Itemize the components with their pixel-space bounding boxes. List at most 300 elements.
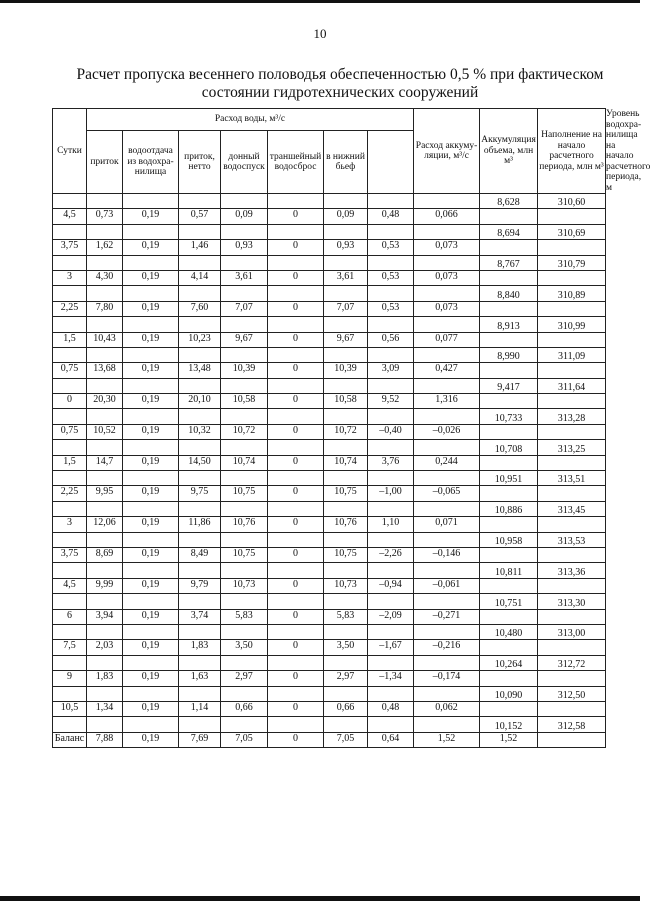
- level-cell: 312,58: [538, 717, 606, 732]
- bottom-cell: 10,75: [221, 547, 268, 562]
- empty-cell: [268, 194, 324, 209]
- table-row: [53, 547, 606, 562]
- empty-cell: [53, 255, 87, 270]
- empty-cell: [368, 286, 414, 301]
- accum-vol-cell: –0,065: [414, 486, 480, 501]
- table-row: [53, 624, 606, 639]
- accum-vol-cell: 0,066: [414, 209, 480, 224]
- inflow-cell: 7,80: [87, 301, 123, 316]
- trench-cell: 0: [268, 609, 324, 624]
- accum-flow-cell: 9,52: [368, 394, 414, 409]
- level-cell: 313,30: [538, 594, 606, 609]
- empty-cell: [87, 378, 123, 393]
- withdrawal-cell: 0,19: [123, 301, 179, 316]
- page-number: 10: [313, 26, 327, 41]
- empty-cell: [87, 471, 123, 486]
- empty-cell: [538, 609, 606, 624]
- table-row: [53, 517, 606, 532]
- net-cell: 13,48: [179, 363, 221, 378]
- empty-cell: [480, 517, 538, 532]
- empty-cell: [268, 224, 324, 239]
- filling-cell: 10,751: [480, 594, 538, 609]
- empty-cell: [414, 378, 480, 393]
- empty-cell: [538, 701, 606, 716]
- inflow-cell: 12,06: [87, 517, 123, 532]
- empty-cell: [538, 240, 606, 255]
- level-cell: 312,72: [538, 655, 606, 670]
- filling-cell: 10,951: [480, 471, 538, 486]
- tail-cell: 10,72: [324, 424, 368, 439]
- empty-cell: [221, 594, 268, 609]
- empty-cell: [179, 440, 221, 455]
- inflow-cell: 0,73: [87, 209, 123, 224]
- accum-vol-cell: 1,316: [414, 394, 480, 409]
- empty-cell: [87, 501, 123, 516]
- empty-cell: [414, 347, 480, 362]
- level-cell: 313,51: [538, 471, 606, 486]
- bottom-cell: 3,50: [221, 640, 268, 655]
- level-cell: 310,79: [538, 255, 606, 270]
- accum-vol-cell: 1,52: [414, 732, 480, 747]
- empty-cell: [268, 717, 324, 732]
- empty-cell: [123, 501, 179, 516]
- empty-cell: [179, 286, 221, 301]
- net-cell: 20,10: [179, 394, 221, 409]
- empty-cell: [368, 563, 414, 578]
- empty-cell: [179, 501, 221, 516]
- empty-cell: [414, 655, 480, 670]
- empty-cell: [324, 440, 368, 455]
- empty-cell: [179, 532, 221, 547]
- empty-cell: [480, 578, 538, 593]
- inflow-cell: 7,88: [87, 732, 123, 747]
- trench-cell: 0: [268, 209, 324, 224]
- withdrawal-cell: 0,19: [123, 517, 179, 532]
- level-cell: 313,36: [538, 563, 606, 578]
- empty-cell: [324, 409, 368, 424]
- inflow-cell: 13,68: [87, 363, 123, 378]
- day-cell: 10,5: [53, 701, 87, 716]
- table-body: [53, 194, 606, 748]
- net-cell: 9,75: [179, 486, 221, 501]
- empty-cell: [123, 717, 179, 732]
- empty-cell: [221, 317, 268, 332]
- inflow-cell: 8,69: [87, 547, 123, 562]
- header-filling: Наполнение на начало расчетного периода, млн м³: [538, 109, 606, 194]
- empty-cell: [324, 501, 368, 516]
- empty-cell: [179, 624, 221, 639]
- bottom-cell: 10,58: [221, 394, 268, 409]
- inflow-cell: 2,03: [87, 640, 123, 655]
- withdrawal-cell: 0,19: [123, 701, 179, 716]
- empty-cell: [268, 317, 324, 332]
- header-bottom-outlet: донный водоспуск: [221, 131, 268, 194]
- empty-cell: [480, 486, 538, 501]
- accum-vol-cell: 0,073: [414, 240, 480, 255]
- trench-cell: 0: [268, 547, 324, 562]
- accum-flow-cell: –2,26: [368, 547, 414, 562]
- filling-cell: 8,840: [480, 286, 538, 301]
- inflow-cell: 20,30: [87, 394, 123, 409]
- empty-cell: [221, 194, 268, 209]
- accum-vol-cell: 0,073: [414, 270, 480, 285]
- inflow-cell: 14,7: [87, 455, 123, 470]
- trench-cell: 0: [268, 486, 324, 501]
- table-row: [53, 471, 606, 486]
- empty-cell: [414, 440, 480, 455]
- empty-cell: [324, 594, 368, 609]
- table-row: [53, 717, 606, 732]
- accum-flow-cell: –1,00: [368, 486, 414, 501]
- tail-cell: 0,66: [324, 701, 368, 716]
- header-flow-group: Расход воды, м³/с: [87, 109, 414, 131]
- empty-cell: [123, 440, 179, 455]
- level-cell: 313,45: [538, 501, 606, 516]
- accum-flow-cell: 3,09: [368, 363, 414, 378]
- empty-cell: [179, 563, 221, 578]
- empty-cell: [221, 347, 268, 362]
- table-row: [53, 270, 606, 285]
- empty-cell: [87, 532, 123, 547]
- tail-cell: 10,39: [324, 363, 368, 378]
- empty-cell: [324, 686, 368, 701]
- empty-cell: [538, 455, 606, 470]
- empty-cell: [221, 686, 268, 701]
- net-cell: 10,32: [179, 424, 221, 439]
- day-cell: 3,75: [53, 547, 87, 562]
- trench-cell: 0: [268, 394, 324, 409]
- level-cell: 313,25: [538, 440, 606, 455]
- empty-cell: [368, 686, 414, 701]
- empty-cell: [480, 301, 538, 316]
- empty-cell: [268, 532, 324, 547]
- accum-flow-cell: –2,09: [368, 609, 414, 624]
- tail-cell: 3,61: [324, 270, 368, 285]
- bottom-cell: 9,67: [221, 332, 268, 347]
- empty-cell: [324, 317, 368, 332]
- empty-cell: [87, 440, 123, 455]
- net-cell: 3,74: [179, 609, 221, 624]
- inflow-cell: 9,95: [87, 486, 123, 501]
- accum-vol-cell: 0,427: [414, 363, 480, 378]
- empty-cell: [221, 224, 268, 239]
- empty-cell: [480, 609, 538, 624]
- empty-cell: [368, 501, 414, 516]
- inflow-cell: 1,62: [87, 240, 123, 255]
- table-row: [53, 640, 606, 655]
- empty-cell: [268, 563, 324, 578]
- inflow-cell: 3,94: [87, 609, 123, 624]
- empty-cell: [480, 424, 538, 439]
- empty-cell: [324, 471, 368, 486]
- empty-cell: [221, 409, 268, 424]
- withdrawal-cell: 0,19: [123, 486, 179, 501]
- empty-cell: [53, 194, 87, 209]
- empty-cell: [221, 440, 268, 455]
- table-row: [53, 686, 606, 701]
- empty-cell: [324, 286, 368, 301]
- accum-vol-cell: –0,271: [414, 609, 480, 624]
- net-cell: 8,49: [179, 547, 221, 562]
- net-cell: 1,83: [179, 640, 221, 655]
- level-cell: 313,00: [538, 624, 606, 639]
- table-row: [53, 655, 606, 670]
- trench-cell: 0: [268, 732, 324, 747]
- scan-top-edge: [0, 0, 640, 3]
- day-cell: 3,75: [53, 240, 87, 255]
- empty-cell: [414, 501, 480, 516]
- table-row: [53, 378, 606, 393]
- bottom-cell: 10,75: [221, 486, 268, 501]
- empty-cell: [324, 655, 368, 670]
- empty-cell: [53, 655, 87, 670]
- empty-cell: [538, 547, 606, 562]
- empty-cell: [179, 686, 221, 701]
- empty-cell: [538, 517, 606, 532]
- empty-cell: [414, 594, 480, 609]
- empty-cell: [53, 501, 87, 516]
- table-row: [53, 224, 606, 239]
- empty-cell: [368, 409, 414, 424]
- empty-cell: [538, 486, 606, 501]
- trench-cell: 0: [268, 671, 324, 686]
- tail-cell: 0,09: [324, 209, 368, 224]
- empty-cell: [324, 563, 368, 578]
- empty-cell: [53, 440, 87, 455]
- trench-cell: 0: [268, 363, 324, 378]
- empty-cell: [368, 255, 414, 270]
- level-cell: 311,64: [538, 378, 606, 393]
- table-row: [53, 363, 606, 378]
- net-cell: 14,50: [179, 455, 221, 470]
- header-net-inflow: приток, нетто: [179, 131, 221, 194]
- bottom-cell: 0,09: [221, 209, 268, 224]
- empty-cell: [221, 717, 268, 732]
- day-cell: Баланс: [53, 732, 87, 747]
- empty-cell: [179, 378, 221, 393]
- empty-cell: [324, 717, 368, 732]
- table-row: [53, 532, 606, 547]
- empty-cell: [53, 317, 87, 332]
- table-row: [53, 301, 606, 316]
- empty-cell: [123, 378, 179, 393]
- trench-cell: 0: [268, 332, 324, 347]
- withdrawal-cell: 0,19: [123, 270, 179, 285]
- day-cell: 2,25: [53, 486, 87, 501]
- day-cell: 2,25: [53, 301, 87, 316]
- filling-cell: 10,958: [480, 532, 538, 547]
- filling-cell: 10,708: [480, 440, 538, 455]
- empty-cell: [53, 286, 87, 301]
- empty-cell: [221, 255, 268, 270]
- empty-cell: [123, 655, 179, 670]
- empty-cell: [123, 347, 179, 362]
- empty-cell: [414, 409, 480, 424]
- table-row: [53, 563, 606, 578]
- inflow-cell: 9,99: [87, 578, 123, 593]
- withdrawal-cell: 0,19: [123, 455, 179, 470]
- empty-cell: [53, 563, 87, 578]
- accum-flow-cell: 0,53: [368, 301, 414, 316]
- empty-cell: [221, 501, 268, 516]
- empty-cell: [368, 624, 414, 639]
- accum-flow-cell: 1,10: [368, 517, 414, 532]
- withdrawal-cell: 0,19: [123, 547, 179, 562]
- filling-cell: 1,52: [480, 732, 538, 747]
- bottom-cell: 7,05: [221, 732, 268, 747]
- filling-cell: 10,733: [480, 409, 538, 424]
- day-cell: 7,5: [53, 640, 87, 655]
- title-line-2: состоянии гидротехнических сооружений: [201, 84, 479, 101]
- empty-cell: [123, 286, 179, 301]
- level-cell: 310,89: [538, 286, 606, 301]
- empty-cell: [87, 286, 123, 301]
- accum-flow-cell: –1,67: [368, 640, 414, 655]
- empty-cell: [368, 194, 414, 209]
- table-row: [53, 501, 606, 516]
- empty-cell: [480, 394, 538, 409]
- empty-cell: [179, 347, 221, 362]
- inflow-cell: 10,52: [87, 424, 123, 439]
- empty-cell: [538, 671, 606, 686]
- page-title: [70, 66, 610, 102]
- day-cell: 1,5: [53, 455, 87, 470]
- empty-cell: [368, 378, 414, 393]
- header-withdrawal: водоотдача из водохра-нилища: [123, 131, 179, 194]
- net-cell: 1,46: [179, 240, 221, 255]
- empty-cell: [324, 532, 368, 547]
- empty-cell: [480, 363, 538, 378]
- filling-cell: 8,694: [480, 224, 538, 239]
- filling-cell: 10,480: [480, 624, 538, 639]
- withdrawal-cell: 0,19: [123, 332, 179, 347]
- trench-cell: 0: [268, 270, 324, 285]
- empty-cell: [324, 194, 368, 209]
- table-row: [53, 455, 606, 470]
- bottom-cell: 10,72: [221, 424, 268, 439]
- tail-cell: 10,75: [324, 486, 368, 501]
- inflow-cell: 4,30: [87, 270, 123, 285]
- accum-flow-cell: 0,48: [368, 701, 414, 716]
- empty-cell: [324, 347, 368, 362]
- trench-cell: 0: [268, 517, 324, 532]
- tail-cell: 10,74: [324, 455, 368, 470]
- tail-cell: 10,76: [324, 517, 368, 532]
- day-cell: 0,75: [53, 424, 87, 439]
- empty-cell: [179, 594, 221, 609]
- net-cell: 7,60: [179, 301, 221, 316]
- withdrawal-cell: 0,19: [123, 240, 179, 255]
- empty-cell: [53, 347, 87, 362]
- table-row: [53, 255, 606, 270]
- level-cell: 310,69: [538, 224, 606, 239]
- empty-cell: [480, 671, 538, 686]
- empty-cell: [480, 640, 538, 655]
- empty-cell: [179, 655, 221, 670]
- empty-cell: [324, 224, 368, 239]
- empty-cell: [221, 624, 268, 639]
- bottom-cell: 2,97: [221, 671, 268, 686]
- empty-cell: [414, 624, 480, 639]
- header-accum-volume: Аккумуляция объема, млн м³: [480, 109, 538, 194]
- empty-cell: [123, 532, 179, 547]
- net-cell: 7,69: [179, 732, 221, 747]
- inflow-cell: 10,43: [87, 332, 123, 347]
- empty-cell: [368, 224, 414, 239]
- day-cell: 0,75: [53, 363, 87, 378]
- empty-cell: [123, 624, 179, 639]
- level-cell: 310,60: [538, 194, 606, 209]
- accum-flow-cell: 0,48: [368, 209, 414, 224]
- table-row: [53, 317, 606, 332]
- empty-cell: [221, 563, 268, 578]
- withdrawal-cell: 0,19: [123, 671, 179, 686]
- table-row: [53, 578, 606, 593]
- bottom-cell: 0,93: [221, 240, 268, 255]
- empty-cell: [87, 224, 123, 239]
- empty-cell: [414, 471, 480, 486]
- flood-calculation-table: Сутки Расход воды, м³/с Расход аккуму-ляции, м³/с Аккумуляция объема, млн м³ Наполнение на начало расчетного периода, млн м³ Уровень водохра-нилища на начало расчетного периода, м приток водоотдача из водохра-нилища приток, нетто донный водоспуск траншейный водосброс в нижний бьеф 8,628 310,60 4,5 0,73 0,19 0,57 0,09 0 0,09 0,48 0,066 8,694 310,69 3,75 1,62 0,19 1,46 0,93 0 0,93 0,53 0,073 8,767 310,79 3 4,30 0,19 4,14 3,61 0 3,61 0,53 0,073 8,840 310,89 2,25 7,80 0,19 7,60 7,07 0 7,07 0,53 0,073 8,913 310,99 1,5 10,43 0,19 10,23 9,67 0 9,67 0,56 0,077 8,990 311,09 0,75 13,68 0,19 13,48 10,39 0 10,39 3,09 0,427 9,417 311,64 0 20,30 0,19 20,10 10,58 0 10,58 9,52 1,316 10,733 313,28 0,75 10,52 0,19 10,32 10,72 0 10,72 –0,40 –0,026 10,708 313,25 1,5 14,7 0,19 14,50 10,74 0 10,74 3,76 0,244 10,951 313,51 2,25 9,95 0,19 9,75 10,75 0 10,75 –1,00 –0,065 10,886 313,45 3 12,06 0,19 11,86 10,76 0 10,76 1,10 0,071 10,958 313,53 3,75 8,69 0,19 8,49 10,75 0 10,75 –2,26 –0,146 10,811 313,36 4,5 9,99 0,19 9,79 10,73 0 10,73 –0,94 –0,061 10,751 313,30 6 3,94 0,19 3,74 5,83 0 5,83 –2,09 –0,271 10,480 313,00 7,5 2,03 0,19 1,83 3,50 0 3,50 –1,67 –0,216 10,264 312,72 9 1,83 0,19 1,63 2,97 0 2,97 –1,34 –0,174 10,090 312,50 10,5 1,34 0,19 1,14 0,66 0 0,66 0,48 0,062 10,152 312,58 Баланс 7,88 0,19 7,69 7,05 0 7,05 0,64 1,52 1,52: [52, 108, 606, 748]
- day-cell: 1,5: [53, 332, 87, 347]
- empty-cell: [538, 301, 606, 316]
- net-cell: 11,86: [179, 517, 221, 532]
- withdrawal-cell: 0,19: [123, 609, 179, 624]
- empty-cell: [268, 624, 324, 639]
- level-cell: 310,99: [538, 317, 606, 332]
- accum-flow-cell: –0,94: [368, 578, 414, 593]
- net-cell: 0,57: [179, 209, 221, 224]
- empty-cell: [368, 594, 414, 609]
- table-row: [53, 424, 606, 439]
- empty-cell: [221, 532, 268, 547]
- table-row: [53, 609, 606, 624]
- accum-vol-cell: 0,244: [414, 455, 480, 470]
- empty-cell: [538, 578, 606, 593]
- empty-cell: [480, 270, 538, 285]
- level-cell: 312,50: [538, 686, 606, 701]
- accum-vol-cell: –0,146: [414, 547, 480, 562]
- withdrawal-cell: 0,19: [123, 209, 179, 224]
- header-inflow: приток: [87, 131, 123, 194]
- accum-flow-cell: 0,64: [368, 732, 414, 747]
- empty-cell: [538, 424, 606, 439]
- table-row: [53, 440, 606, 455]
- withdrawal-cell: 0,19: [123, 394, 179, 409]
- table-row: [53, 701, 606, 716]
- empty-cell: [480, 240, 538, 255]
- accum-vol-cell: –0,216: [414, 640, 480, 655]
- trench-cell: 0: [268, 424, 324, 439]
- withdrawal-cell: 0,19: [123, 578, 179, 593]
- empty-cell: [53, 409, 87, 424]
- net-cell: 10,23: [179, 332, 221, 347]
- accum-flow-cell: 0,53: [368, 270, 414, 285]
- bottom-cell: 0,66: [221, 701, 268, 716]
- empty-cell: [221, 655, 268, 670]
- empty-cell: [368, 717, 414, 732]
- header-day: Сутки: [53, 109, 87, 194]
- accum-flow-cell: 0,53: [368, 240, 414, 255]
- header-tailwater: в нижний бьеф: [324, 131, 368, 194]
- tail-cell: 7,05: [324, 732, 368, 747]
- empty-cell: [87, 717, 123, 732]
- inflow-cell: 1,83: [87, 671, 123, 686]
- empty-cell: [368, 532, 414, 547]
- empty-cell: [268, 409, 324, 424]
- withdrawal-cell: 0,19: [123, 424, 179, 439]
- empty-cell: [179, 471, 221, 486]
- bottom-cell: 10,76: [221, 517, 268, 532]
